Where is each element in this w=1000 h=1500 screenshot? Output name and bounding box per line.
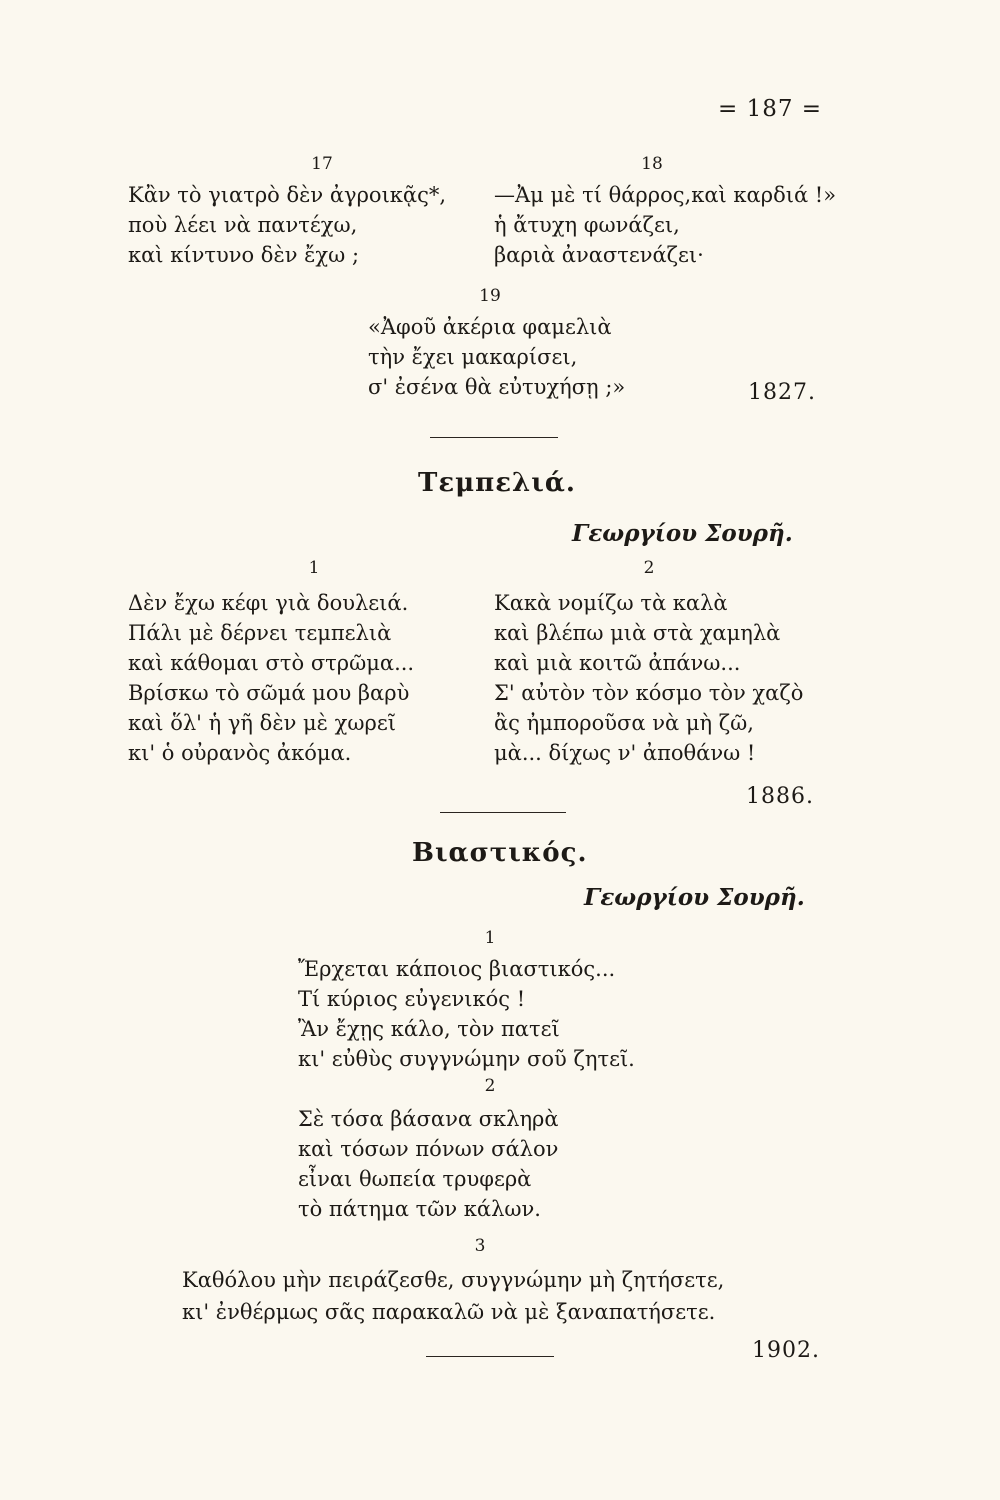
- stanza-19: [368, 312, 625, 402]
- poem-author: Γεωργίου Σουρῆ.: [584, 884, 805, 911]
- verse-line: μὰ... δίχως ν' ἀποθάνω !: [494, 741, 756, 765]
- stanza-number-18: 18: [641, 154, 663, 174]
- stanza-2: [494, 588, 803, 768]
- verse-line: καὶ κίντυνο δὲν ἔχω ;: [128, 243, 360, 267]
- verse-line: «Ἀφοῦ ἀκέρια φαμελιὰ: [368, 315, 612, 339]
- verse-line: Ἂν ἔχῃς κάλο, τὸν πατεῖ: [298, 1017, 560, 1041]
- year-1902: 1902.: [752, 1338, 820, 1363]
- verse-line: καὶ κάθομαι στὸ στρῶμα...: [128, 651, 415, 675]
- verse-line: τὴν ἔχει μακαρίσει,: [368, 345, 578, 369]
- verse-line: Κἂν τὸ γιατρὸ δὲν ἀγροικᾷς*,: [128, 183, 447, 207]
- verse-line: Καθόλου μὴν πειράζεσθε, συγγνώμην μὴ ζητήσετε,: [182, 1268, 725, 1292]
- stanza-number-3: 3: [474, 1236, 486, 1256]
- section-divider: [440, 812, 566, 813]
- verse-line: κι' ὁ οὐρανὸς ἀκόμα.: [128, 741, 352, 765]
- verse-line: Τί κύριος εὐγενικός !: [298, 987, 526, 1011]
- verse-line: Ἔρχεται κάποιος βιαστικός...: [298, 957, 616, 981]
- stanza-number-19: 19: [479, 286, 501, 306]
- verse-line: Δὲν ἔχω κέφι γιὰ δουλειά.: [128, 591, 409, 615]
- verse-line: Σ' αὐτὸν τὸν κόσμο τὸν χαζὸ: [494, 681, 804, 705]
- stanza-number-1: 1: [308, 558, 320, 578]
- verse-line: ἂς ἠμποροῦσα νὰ μὴ ζῶ,: [494, 711, 754, 735]
- stanza-1: [128, 588, 414, 768]
- verse-line: βαριὰ ἀναστενάζει·: [494, 243, 704, 267]
- verse-line: Βρίσκω τὸ σῶμά μου βαρὺ: [128, 681, 410, 705]
- verse-line: Σὲ τόσα βάσανα σκληρὰ: [298, 1107, 559, 1131]
- stanza-number-17: 17: [311, 154, 333, 174]
- page-number: = 187 =: [718, 96, 823, 122]
- poem-title-tempelia: Τεμπελιά.: [418, 468, 576, 498]
- verse-line: —Ἀμ μὲ τί θάρρος,καὶ καρδιά !»: [494, 183, 837, 207]
- verse-line: σ' ἐσένα θὰ εὐτυχήσῃ ;»: [368, 375, 626, 399]
- verse-line: καὶ ὅλ' ἡ γῆ δὲν μὲ χωρεῖ: [128, 711, 396, 735]
- verse-line: κι' ἐνθέρμως σᾶς παρακαλῶ νὰ μὲ ξαναπατήσετε.: [182, 1300, 716, 1324]
- section-divider: [426, 1356, 554, 1357]
- verse-line: κι' εὐθὺς συγγνώμην σοῦ ζητεῖ.: [298, 1047, 635, 1071]
- stanza-1: [298, 954, 635, 1074]
- verse-line: εἶναι θωπεία τρυφερὰ: [298, 1167, 532, 1191]
- stanza-2: [298, 1104, 559, 1224]
- poem-author: Γεωργίου Σουρῆ.: [572, 520, 793, 547]
- stanza-18: [494, 180, 836, 270]
- verse-line: τὸ πάτημα τῶν κάλων.: [298, 1197, 541, 1221]
- verse-line: ποὺ λέει νὰ παντέχω,: [128, 213, 358, 237]
- stanza-17: [128, 180, 446, 270]
- verse-line: ἡ ἄτυχη φωνάζει,: [494, 213, 680, 237]
- verse-line: Πάλι μὲ δέρνει τεμπελιὰ: [128, 621, 392, 645]
- verse-line: καὶ μιὰ κοιτῶ ἀπάνω...: [494, 651, 741, 675]
- section-divider: [430, 437, 558, 438]
- stanza-3: [182, 1264, 724, 1328]
- stanza-number-2: 2: [484, 1076, 496, 1096]
- verse-line: καὶ βλέπω μιὰ στὰ χαμηλὰ: [494, 621, 781, 645]
- stanza-number-1: 1: [484, 928, 496, 948]
- year-1886: 1886.: [746, 784, 814, 809]
- verse-line: Κακὰ νομίζω τὰ καλὰ: [494, 591, 728, 615]
- stanza-number-2: 2: [643, 558, 655, 578]
- year-1827: 1827.: [748, 380, 816, 405]
- verse-line: καὶ τόσων πόνων σάλον: [298, 1137, 559, 1161]
- poem-title-viastikos: Βιαστικός.: [412, 838, 588, 868]
